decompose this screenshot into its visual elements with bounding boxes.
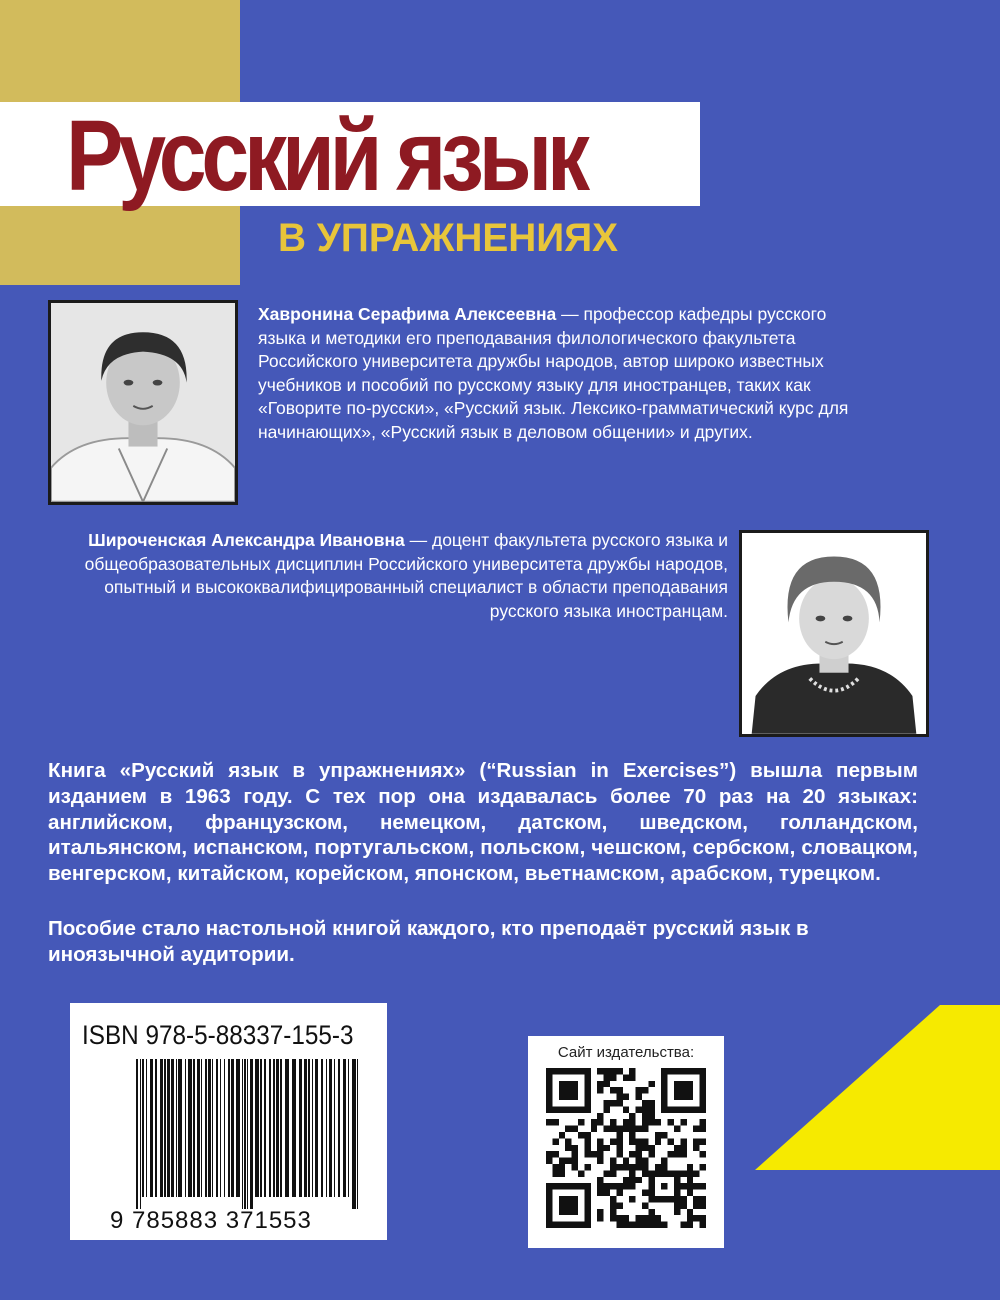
author-photo-icon — [742, 533, 926, 734]
author-photo-shirochenskaya — [739, 530, 929, 737]
book-description: Книга «Русский язык в упражнениях» (“Russian in Exercises”) вышла первым изданием в 1963 году. С тех пор она издавалась более 70 раз на 20 языках: английском, французском, немецком, датском, шведском, голландском, итальянском, испанском, португальском, польском, чешском, сербском, словацком, венгерском, китайском, корейском, японском, вьетнамском, арабском, турецком. — [48, 759, 918, 886]
book-title: Русский язык — [66, 100, 585, 212]
author-name: Широченская Александра Ивановна — [88, 530, 405, 550]
book-subtitle: В УПРАЖНЕНИЯХ — [278, 216, 618, 260]
isbn-block — [70, 1003, 387, 1240]
author-description: — профессор кафедры русского языка и методики его преподавания филологического факультета Российского университета дружбы народов, автор широко известных учебников и пособий по русскому языку для иностранцев, таких как «Говорите по-русски», «Русский язык. Лексико-грамматический курс для начинающих», «Русский язык в деловом общении» и других. — [258, 304, 849, 442]
barcode-digits: 9 785883 371553 — [110, 1207, 312, 1234]
author-name: Хавронина Серафима Алексеевна — [258, 304, 557, 324]
barcode-icon — [136, 1059, 358, 1209]
yellow-triangle-decoration — [755, 1005, 1000, 1170]
qr-label: Сайт издательства: — [557, 1044, 695, 1061]
qr-code-icon — [546, 1068, 706, 1228]
author-description: — доцент факультета русского языка и общеобразовательных дисциплин Российского университета дружбы народов, опытный и высококвалифицированный специалист в области преподавания русского языка иностранцам. — [84, 530, 728, 621]
book-note: Пособие стало настольной книгой каждого, кто преподаёт русский язык в иноязычной аудитории. — [48, 917, 809, 966]
author-bio-khavronina — [258, 303, 878, 445]
author-photo-icon — [51, 303, 235, 502]
author-bio-shirochenskaya — [48, 529, 728, 623]
author-photo-khavronina — [48, 300, 238, 505]
qr-block — [528, 1036, 724, 1248]
isbn-label: ISBN 978-5-88337-155-3 — [82, 1020, 354, 1050]
